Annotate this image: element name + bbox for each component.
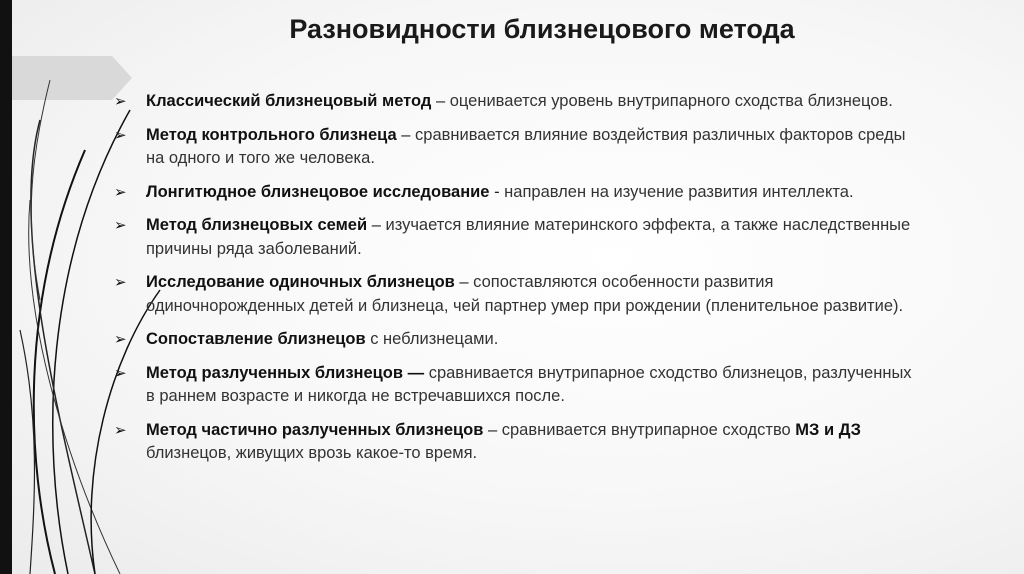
method-term: Метод контрольного близнеца — [146, 125, 397, 144]
method-description: оценивается уровень внутрипарного сходства близнецов. — [449, 92, 893, 110]
arrow-bullet-icon: ➢ — [114, 421, 127, 439]
list-item — [114, 181, 924, 205]
list-item — [114, 124, 924, 171]
method-description: сопоставляются особенности развития одиночнорожденных детей и близнеца, чей партнер умер при рождении (пленительное развитие). — [146, 273, 904, 315]
method-description: направлен на изучение развития интеллекта. — [504, 182, 854, 201]
separator: – — [367, 216, 386, 234]
twin-type-emphasis: МЗ и ДЗ — [795, 420, 861, 439]
list-item — [114, 328, 924, 352]
method-term: Метод близнецовых семей — [146, 216, 368, 234]
method-description: сравнивается внутрипарное сходство — [501, 420, 796, 439]
arrow-bullet-icon: ➢ — [114, 331, 127, 348]
separator: - — [489, 182, 505, 201]
arrow-bullet-icon: ➢ — [114, 217, 127, 234]
arrow-bullet-icon: ➢ — [114, 126, 127, 144]
list-item — [114, 90, 924, 114]
method-term: Классический близнецовый метод — [146, 92, 432, 110]
list-item — [114, 271, 924, 318]
arrow-bullet-icon: ➢ — [114, 183, 127, 201]
separator: – — [396, 125, 416, 144]
method-term: Метод разлученных близнецов — — [146, 363, 425, 382]
method-description: изучается влияние материнского эффекта, а также наследственные причины ряда заболеваний. — [146, 216, 911, 258]
separator: – — [454, 273, 474, 291]
method-description-tail: близнецов, живущих врозь какое-то время. — [146, 444, 478, 462]
method-term: Метод частично разлученных близнецов — [146, 420, 484, 439]
separator: – — [483, 420, 502, 439]
list-item — [114, 419, 924, 466]
arrow-bullet-icon: ➢ — [114, 364, 127, 382]
method-description: сравнивается внутрипарное сходство близнецов, разлученных в раннем возрасте и никогда не встречавшихся после. — [146, 363, 912, 405]
list-item — [114, 214, 924, 261]
arrow-bullet-icon: ➢ — [114, 93, 127, 110]
method-term: Лонгитюдное близнецовое исследование — [146, 182, 490, 201]
method-description: с неблизнецами. — [370, 330, 499, 348]
separator: – — [431, 92, 450, 110]
method-description: сравнивается влияние воздействия различных факторов среды на одного и того же человека. — [146, 125, 906, 167]
arrow-bullet-icon: ➢ — [114, 274, 127, 291]
page-title: Разновидности близнецового метода — [289, 14, 795, 44]
method-term: Сопоставление близнецов — [146, 330, 366, 348]
bullet-list — [114, 90, 924, 476]
list-item — [114, 362, 924, 409]
method-term: Исследование одиночных близнецов — [146, 273, 455, 291]
